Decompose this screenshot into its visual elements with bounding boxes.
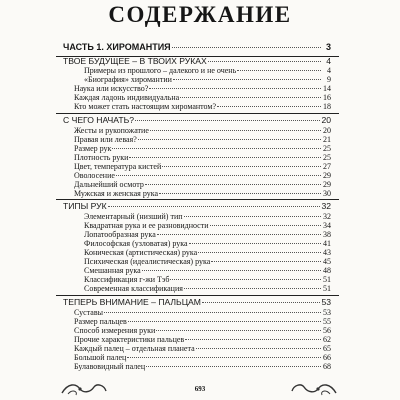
toc-entry-text: Размер рук — [74, 144, 112, 153]
section-heading — [63, 115, 331, 126]
toc-entry — [84, 266, 331, 275]
toc-entry-text: Смешанная рука — [84, 266, 141, 275]
dot-leader — [116, 175, 321, 176]
toc-entry — [84, 275, 331, 284]
toc-entry-page: 53 — [323, 308, 331, 317]
toc-entry-page: 65 — [323, 344, 331, 353]
section-divider — [56, 295, 339, 296]
toc-entry-page: 14 — [323, 84, 331, 93]
toc-entry — [74, 102, 331, 111]
toc-entry-text: Философская (узловатая) рука — [84, 239, 188, 248]
toc-entry — [74, 189, 331, 198]
section-heading-text: ТВОЕ БУДУЩЕЕ – В ТВОИХ РУКАХ — [63, 56, 207, 66]
toc-entry-page: 32 — [323, 212, 331, 221]
dot-leader — [170, 279, 321, 280]
dot-leader — [149, 88, 321, 89]
toc-entry-text: Элементарный (низший) тип — [84, 212, 183, 221]
toc-entry-page: 4 — [327, 66, 331, 75]
scroll-ornament-right-icon — [290, 379, 338, 397]
toc-entry — [74, 344, 331, 353]
toc-entry — [84, 248, 331, 257]
page-title: СОДЕРЖАНИЕ — [108, 2, 292, 27]
dot-leader — [104, 312, 321, 313]
toc-entry — [74, 153, 331, 162]
dot-leader — [129, 157, 321, 158]
toc-entry-text: Каждая ладонь индивидуальна — [74, 93, 180, 102]
toc-entry-text: Размер пальцев — [74, 317, 127, 326]
toc-entry-text: Суставы — [74, 308, 103, 317]
toc-entry-text: Цвет, температура кистей — [74, 162, 162, 171]
section-divider — [56, 113, 339, 114]
dot-leader — [217, 106, 321, 107]
toc-entry-text: Примеры из прошлого – далекого и не очень — [84, 66, 237, 75]
dot-leader — [208, 61, 321, 62]
dot-leader — [211, 261, 321, 262]
dot-leader — [162, 166, 321, 167]
toc-entry-page: 16 — [323, 93, 331, 102]
dot-leader — [138, 139, 321, 140]
toc-entry-page: 18 — [323, 102, 331, 111]
toc-entry-text: «Биография» хиромантии — [84, 75, 172, 84]
toc-entry — [74, 353, 331, 362]
section-heading-page: 53 — [321, 297, 331, 307]
section-heading-page: 20 — [321, 115, 331, 125]
toc-entry-page: 51 — [323, 275, 331, 284]
toc-entry-page: 25 — [323, 144, 331, 153]
dot-leader — [198, 252, 321, 253]
dot-leader — [135, 120, 320, 121]
dot-leader — [202, 302, 320, 303]
toc-entry — [84, 230, 331, 239]
toc-entry — [74, 135, 331, 144]
toc-entry-text: Кто может стать настоящим хиромантом? — [74, 102, 217, 111]
dot-leader — [112, 148, 321, 149]
toc-entry-text: Современная классификация — [84, 284, 183, 293]
dot-leader — [196, 348, 321, 349]
toc-entry-page: 43 — [323, 248, 331, 257]
toc-entry — [84, 221, 331, 230]
part-page: 3 — [325, 42, 331, 52]
toc-entry-page: 25 — [323, 153, 331, 162]
toc-entry-page: 48 — [323, 266, 331, 275]
toc-entry-text: Большой палец — [74, 353, 127, 362]
dot-leader — [180, 97, 321, 98]
dot-leader — [210, 225, 321, 226]
toc-entry-page: 41 — [323, 239, 331, 248]
toc-entry-page: 27 — [323, 162, 331, 171]
toc-entry-page: 56 — [323, 326, 331, 335]
toc-entry — [74, 362, 331, 371]
scroll-ornament-left-icon — [60, 379, 108, 397]
toc-entry — [74, 317, 331, 326]
part-entry — [63, 42, 331, 53]
toc-entry — [84, 212, 331, 221]
toc-entry-text: Прочие характеристики пальцев — [74, 335, 185, 344]
toc-entry-page: 66 — [323, 353, 331, 362]
section-heading-text: С ЧЕГО НАЧАТЬ? — [63, 115, 135, 125]
page-number: 693 — [194, 385, 206, 393]
toc-entry — [74, 162, 331, 171]
dot-leader — [184, 288, 321, 289]
section-heading-page: 4 — [326, 56, 331, 66]
dot-leader — [146, 366, 321, 367]
toc-entry-text: Дальнейший осмотр — [74, 180, 144, 189]
section-divider — [56, 199, 339, 200]
toc-entry — [74, 171, 331, 180]
toc-entry — [74, 93, 331, 102]
dot-leader — [156, 330, 321, 331]
toc-entry-text: Квадратная рука и ее разновидности — [84, 221, 209, 230]
toc-entry-page: 38 — [323, 230, 331, 239]
toc-entry — [74, 84, 331, 93]
dot-leader — [189, 243, 321, 244]
dot-leader — [150, 130, 321, 131]
toc-entry-text: Каждый палец – отдельная планета — [74, 344, 195, 353]
dot-leader — [142, 270, 321, 271]
toc-entry — [84, 66, 331, 75]
toc-entry — [74, 144, 331, 153]
toc-entry — [84, 257, 331, 266]
toc-entry — [84, 239, 331, 248]
toc-entry-page: 29 — [323, 180, 331, 189]
toc-entry-text: Психическая (идеалистическая) рука — [84, 257, 211, 266]
toc-entry-page: 9 — [327, 75, 331, 84]
dot-leader — [185, 339, 321, 340]
dot-leader — [172, 47, 321, 48]
toc-entry-text: Булавовидный палец — [74, 362, 146, 371]
toc-entry-text: Наука или искусство? — [74, 84, 149, 93]
dot-leader — [145, 184, 321, 185]
toc-entry-page: 45 — [323, 257, 331, 266]
toc-entry-page: 21 — [323, 135, 331, 144]
dot-leader — [108, 206, 321, 207]
toc-entry — [84, 284, 331, 293]
toc-entry-text: Правая или левая? — [74, 135, 137, 144]
toc-entry — [74, 308, 331, 317]
toc-entry-page: 34 — [323, 221, 331, 230]
section-heading-text: ТЕПЕРЬ ВНИМАНИЕ – ПАЛЬЦАМ — [63, 297, 201, 307]
toc-entry — [74, 126, 331, 135]
toc-entry-page: 55 — [323, 317, 331, 326]
toc-entry-text: Коническая (артистическая) рука — [84, 248, 198, 257]
toc-entry — [74, 335, 331, 344]
toc-entry-text: Классификация г-жи Тэб — [84, 275, 170, 284]
dot-leader — [173, 79, 321, 80]
toc-entry — [74, 180, 331, 189]
toc-entry-page: 68 — [323, 362, 331, 371]
section-heading-page: 32 — [321, 201, 331, 211]
dot-leader — [184, 216, 321, 217]
toc-entry-text: Лопатообразная рука — [84, 230, 156, 239]
dot-leader — [128, 321, 321, 322]
section-heading — [63, 201, 331, 212]
toc-entry-text: Жесты и рукопожатие — [74, 126, 149, 135]
toc-entry-page: 29 — [323, 171, 331, 180]
dot-leader — [159, 193, 321, 194]
dot-leader — [237, 70, 321, 71]
toc-entry-page: 30 — [323, 189, 331, 198]
toc-entry-text: Оволосение — [74, 171, 115, 180]
dot-leader — [127, 357, 321, 358]
toc-entry-page: 62 — [323, 335, 331, 344]
toc-entry-text: Мужская и женская рука — [74, 189, 159, 198]
part-title: ЧАСТЬ 1. ХИРОМАНТИЯ — [63, 42, 171, 52]
toc-entry-text: Способ измерения руки — [74, 326, 156, 335]
toc-entry-page: 20 — [323, 126, 331, 135]
dot-leader — [157, 234, 321, 235]
toc-entry-text: Плотность руки — [74, 153, 129, 162]
toc-entry — [84, 75, 331, 84]
toc-entry-page: 51 — [323, 284, 331, 293]
toc-entry — [74, 326, 331, 335]
section-heading — [63, 297, 331, 308]
section-heading-text: ТИПЫ РУК — [63, 201, 107, 211]
